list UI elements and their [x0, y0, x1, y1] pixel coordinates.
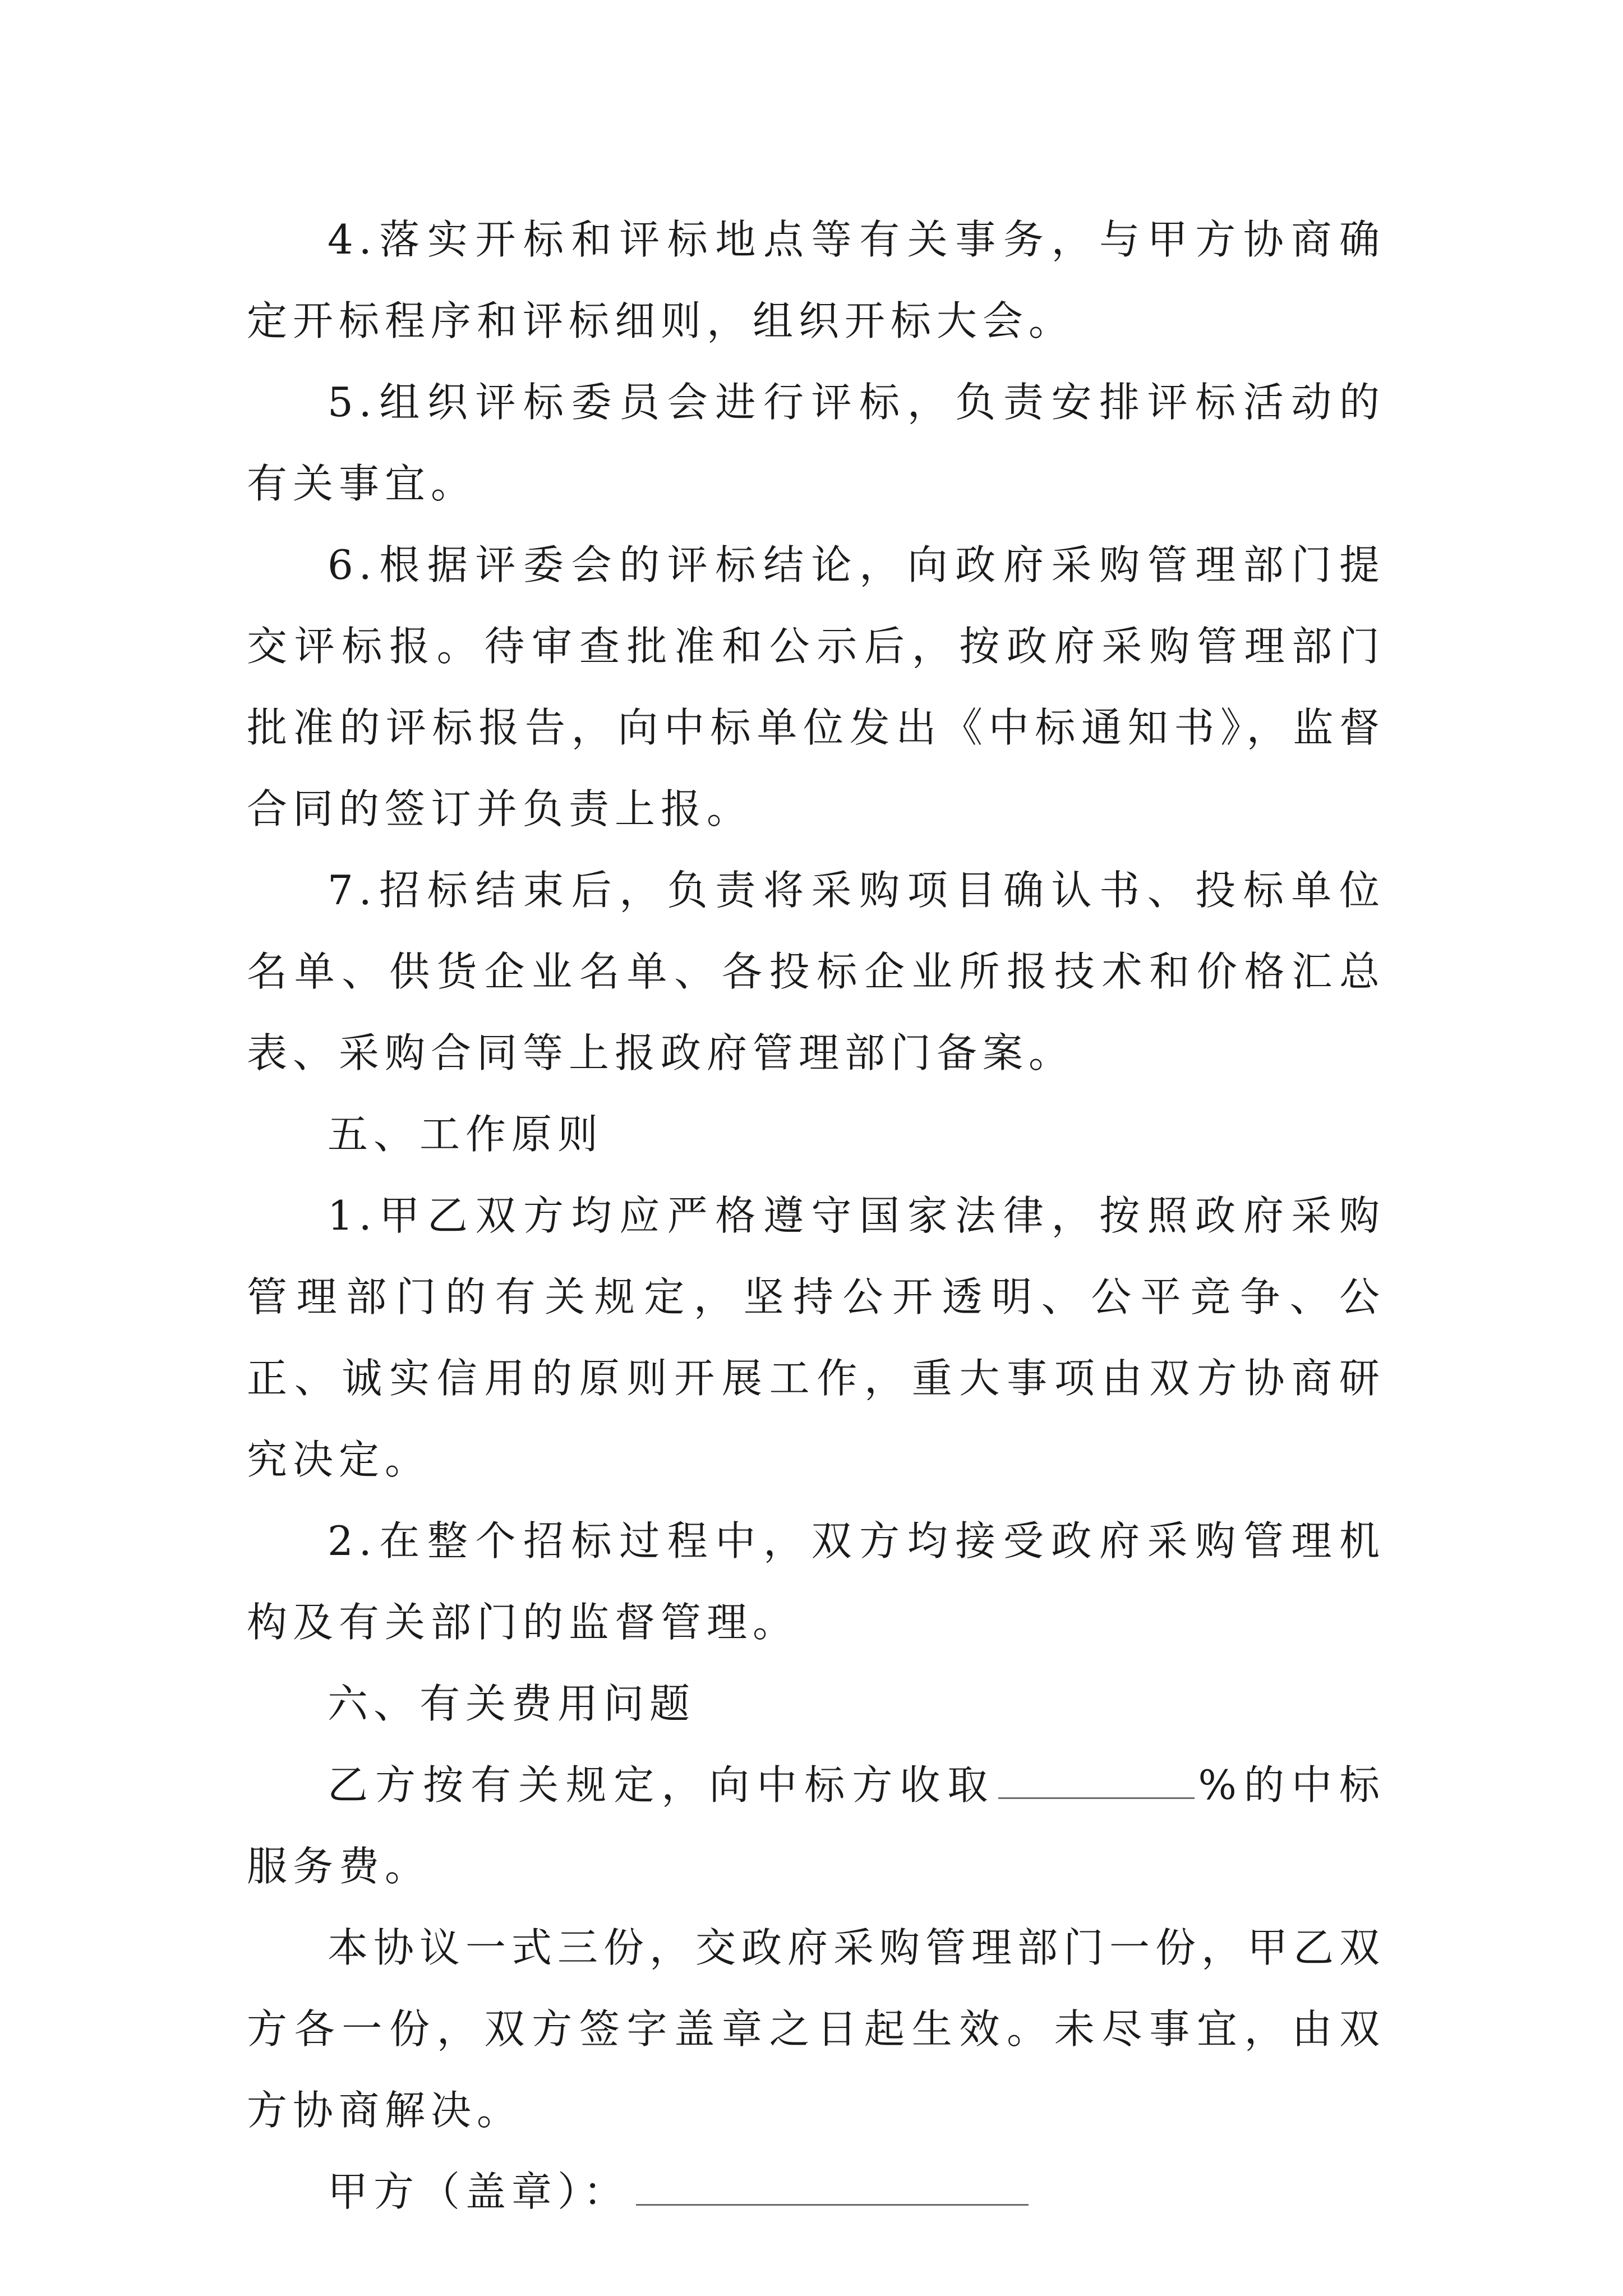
section-heading-fees: 六、有关费用问题 [328, 1680, 696, 1727]
fee-text-before: 乙方按有关规定，向中标方收取 [328, 1761, 995, 1809]
paragraph-item-4: 4.落实开标和评标地点等有关事务，与甲方协商确定开标程序和评标细则，组织开标大会。 [247, 216, 1385, 344]
party-a-seal-label: 甲方（盖章）： [328, 2168, 630, 2215]
closing-paragraph: 本协议一式三份，交政府采购管理部门一份，甲乙双方各一份，双方签字盖章之日起生效。未尽事宜，由双方协商解决。 [247, 1924, 1386, 2134]
principle-item-1: 1.甲乙双方均应严格遵守国家法律，按照政府采购管理部门的有关规定，坚持公开透明、公平竞争、公正、诚实信用的原则开展工作，重大事项由双方协商研究决定。 [247, 1192, 1385, 1483]
paragraph-item-6: 6.根据评委会的评标结论，向政府采购管理部门提交评标报。待审查批准和公示后，按政府采购管理部门批准的评标报告，向中标单位发出《中标通知书》，监督合同的签订并负责上报。 [247, 541, 1385, 832]
paragraph-item-5: 5.组织评标委员会进行评标，负责安排评标活动的有关事宜。 [247, 379, 1385, 507]
document-body [247, 199, 1385, 2233]
fee-paragraph [247, 1745, 1385, 1907]
principle-item-2: 2.在整个招标过程中，双方均接受政府采购管理机构及有关部门的监督管理。 [247, 1517, 1385, 1646]
paragraph-item-7: 7.招标结束后，负责将采购项目确认书、投标单位名单、供货企业名单、各投标企业所报技术和价格汇总表、采购合同等上报政府管理部门备案。 [247, 867, 1385, 1076]
party-a-seal-blank[interactable] [636, 2170, 1029, 2206]
fee-percent-blank[interactable] [998, 1764, 1195, 1799]
signature-line [247, 2151, 1385, 2233]
section-heading-work-principles: 五、工作原则 [328, 1111, 604, 1158]
fee-text-after: %的中标服务费。 [247, 1761, 1385, 1890]
